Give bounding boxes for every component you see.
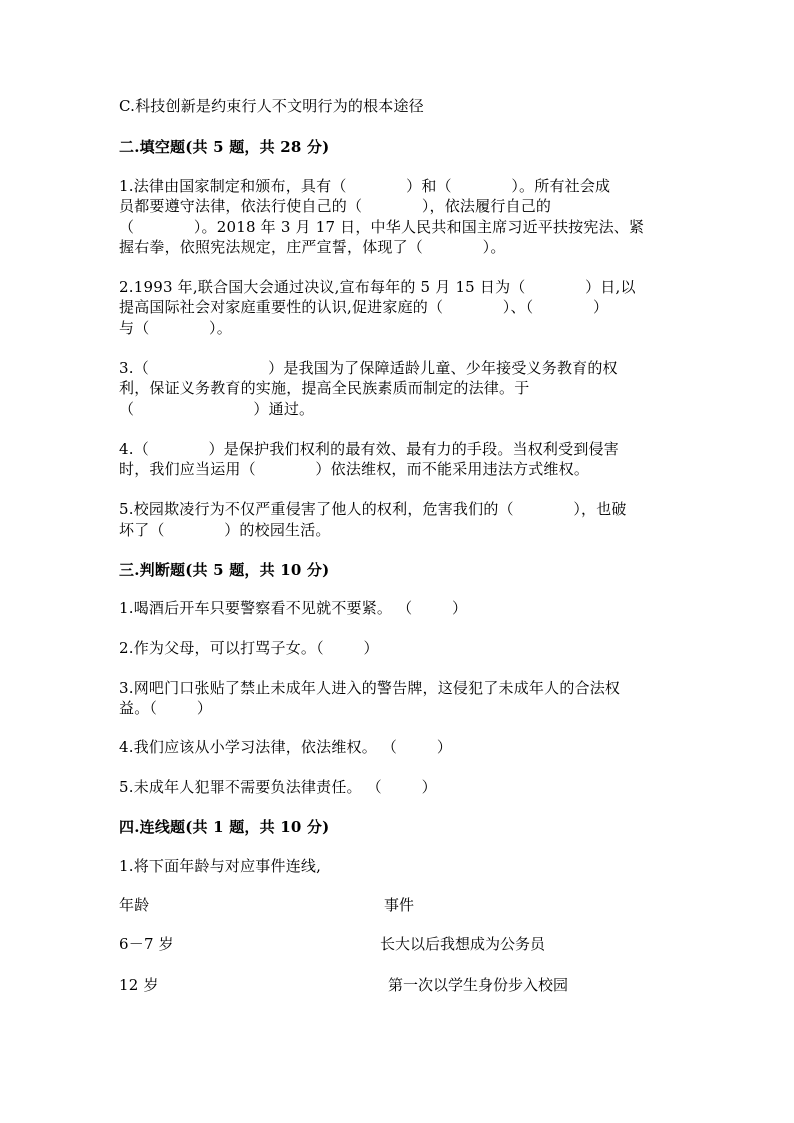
event-column-header: 事件 (384, 896, 415, 914)
text-line: 益。（ ） (119, 699, 213, 717)
text-line: 5.校园欺凌行为不仅严重侵害了他人的权利，危害我们的（ ），也破 (119, 500, 627, 518)
event-item: 第一次以学生身份步入校园 (388, 976, 569, 994)
section-4-heading: 四.连线题(共 1 题，共 10 分) (119, 818, 330, 836)
age-item: 6－7 岁 (119, 935, 174, 953)
text-line: 员都要遵守法律，依法行使自己的（ ），依法履行自己的 (119, 197, 552, 215)
text-line: 4.（ ）是保护我们权利的最有效、最有力的手段。当权利受到侵害 (119, 440, 619, 458)
text-line: 2.1993 年,联合国大会通过决议,宣布每年的 5 月 15 日为（ ）日,以 (119, 278, 636, 296)
judge-question-4: 4.我们应该从小学习法律，依法维权。 （ ） (119, 738, 453, 756)
text-line: 握右拳，依照宪法规定，庄严宣誓，体现了（ ）。 (119, 238, 506, 256)
text-line: （ ）通过。 (119, 400, 315, 418)
judge-question-5: 5.未成年人犯罪不需要负法律责任。 （ ） (119, 778, 437, 796)
text-line: 坏了（ ）的校园生活。 (119, 521, 331, 539)
matching-question-1: 1.将下面年龄与对应事件连线, (119, 857, 322, 875)
text-line: 时，我们应当运用（ ）依法维权，而不能采用违法方式维权。 (119, 460, 590, 478)
event-item: 长大以后我想成为公务员 (380, 935, 546, 953)
text-line: 利，保证义务教育的实施，提高全民族素质而制定的法律。于 (119, 379, 530, 397)
text-line: 3.网吧门口张贴了禁止未成年人进入的警告牌，这侵犯了未成年人的合法权 (119, 679, 621, 697)
text-line: 与（ ）。 (119, 319, 232, 337)
text-line: 提高国际社会对家庭重要性的认识,促进家庭的（ ）、（ ） (119, 298, 609, 316)
text-line: 1.法律由国家制定和颁布，具有（ ）和（ ）。所有社会成 (119, 177, 611, 195)
section-3-heading: 三.判断题(共 5 题，共 10 分) (119, 561, 330, 579)
option-c: C.科技创新是约束行人不文明行为的根本途径 (119, 97, 424, 115)
age-column-header: 年龄 (119, 896, 150, 914)
judge-question-2: 2.作为父母，可以打骂子女。（ ） (119, 639, 379, 657)
text-line: 3.（ ）是我国为了保障适龄儿童、少年接受义务教育的权 (119, 359, 618, 377)
text-line: （ ）。2018 年 3 月 17 日，中华人民共和国主席习近平扶按宪法、紧 (119, 218, 645, 236)
age-item: 12 岁 (119, 976, 159, 994)
section-2-heading: 二.填空题(共 5 题，共 28 分) (119, 138, 330, 156)
judge-question-1: 1.喝酒后开车只要警察看不见就不要紧。 （ ） (119, 599, 468, 617)
